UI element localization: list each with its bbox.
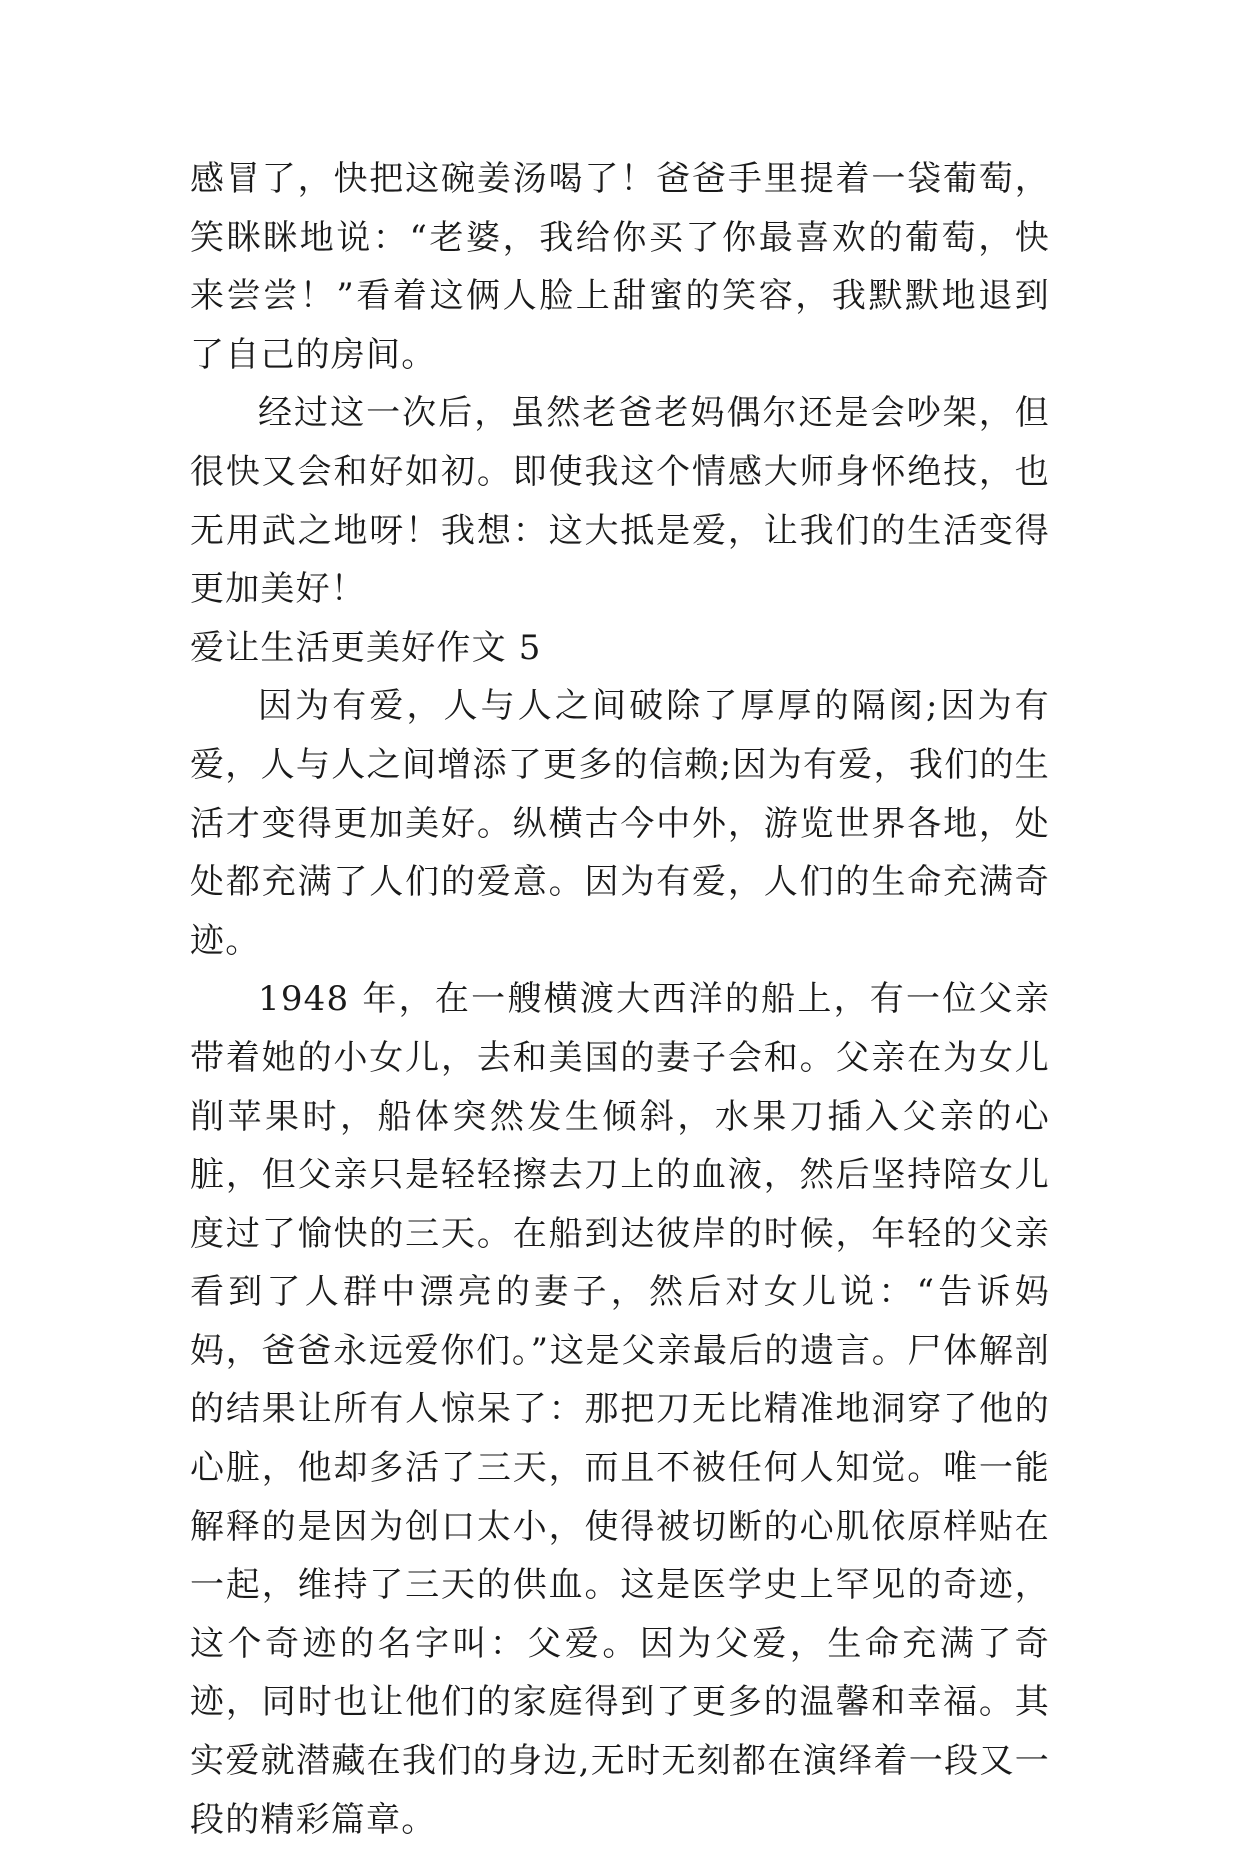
paragraph: 1948 年，在一艘横渡大西洋的船上，有一位父亲带着她的小女儿，去和美国的妻子会和。父亲在为女儿削苹果时，船体突然发生倾斜，水果刀插入父亲的心脏，但父亲只是轻轻擦去刀上的血液，然后坚持陪女儿度过了愉快的三天。在船到达彼岸的时候，年轻的父亲看到了人群中漂亮的妻子，然后对女儿说：“告诉妈妈，爸爸永远爱你们。”这是父亲最后的遗言。尸体解剖的结果让所有人惊呆了：那把刀无比精准地洞穿了他的心脏，他却多活了三天，而且不被任何人知觉。唯一能解释的是因为创口太小，使得被切断的心肌依原样贴在一起，维持了三天的供血。这是医学史上罕见的奇迹，这个奇迹的名字叫：父爱。因为父爱，生命充满了奇迹，同时也让他们的家庭得到了更多的温馨和幸福。其实爱就潜藏在我们的身边,无时无刻都在演绎着一段又一段的精彩篇章。	[190, 979, 1050, 1840]
section-title: 爱让生活更美好作文 5	[190, 627, 542, 668]
paragraph: 因为有爱，人与人之间破除了厚厚的隔阂;因为有爱，人与人之间增添了更多的信赖;因为有爱，我们的生活才变得更加美好。纵横古今中外，游览世界各地，处处都充满了人们的爱意。因为有爱，人们的生命充满奇迹。	[190, 686, 1051, 961]
document-body	[190, 150, 1050, 1849]
paragraph-continuation: 感冒了，快把这碗姜汤喝了！爸爸手里提着一袋葡萄，笑眯眯地说：“老婆，我给你买了你最喜欢的葡萄，快来尝尝！”看着这俩人脸上甜蜜的笑容，我默默地退到了自己的房间。	[190, 159, 1050, 375]
paragraph: 经过这一次后，虽然老爸老妈偶尔还是会吵架，但很快又会和好如初。即使我这个情感大师身怀绝技，也无用武之地呀！我想：这大抵是爱，让我们的生活变得更加美好！	[190, 393, 1050, 610]
